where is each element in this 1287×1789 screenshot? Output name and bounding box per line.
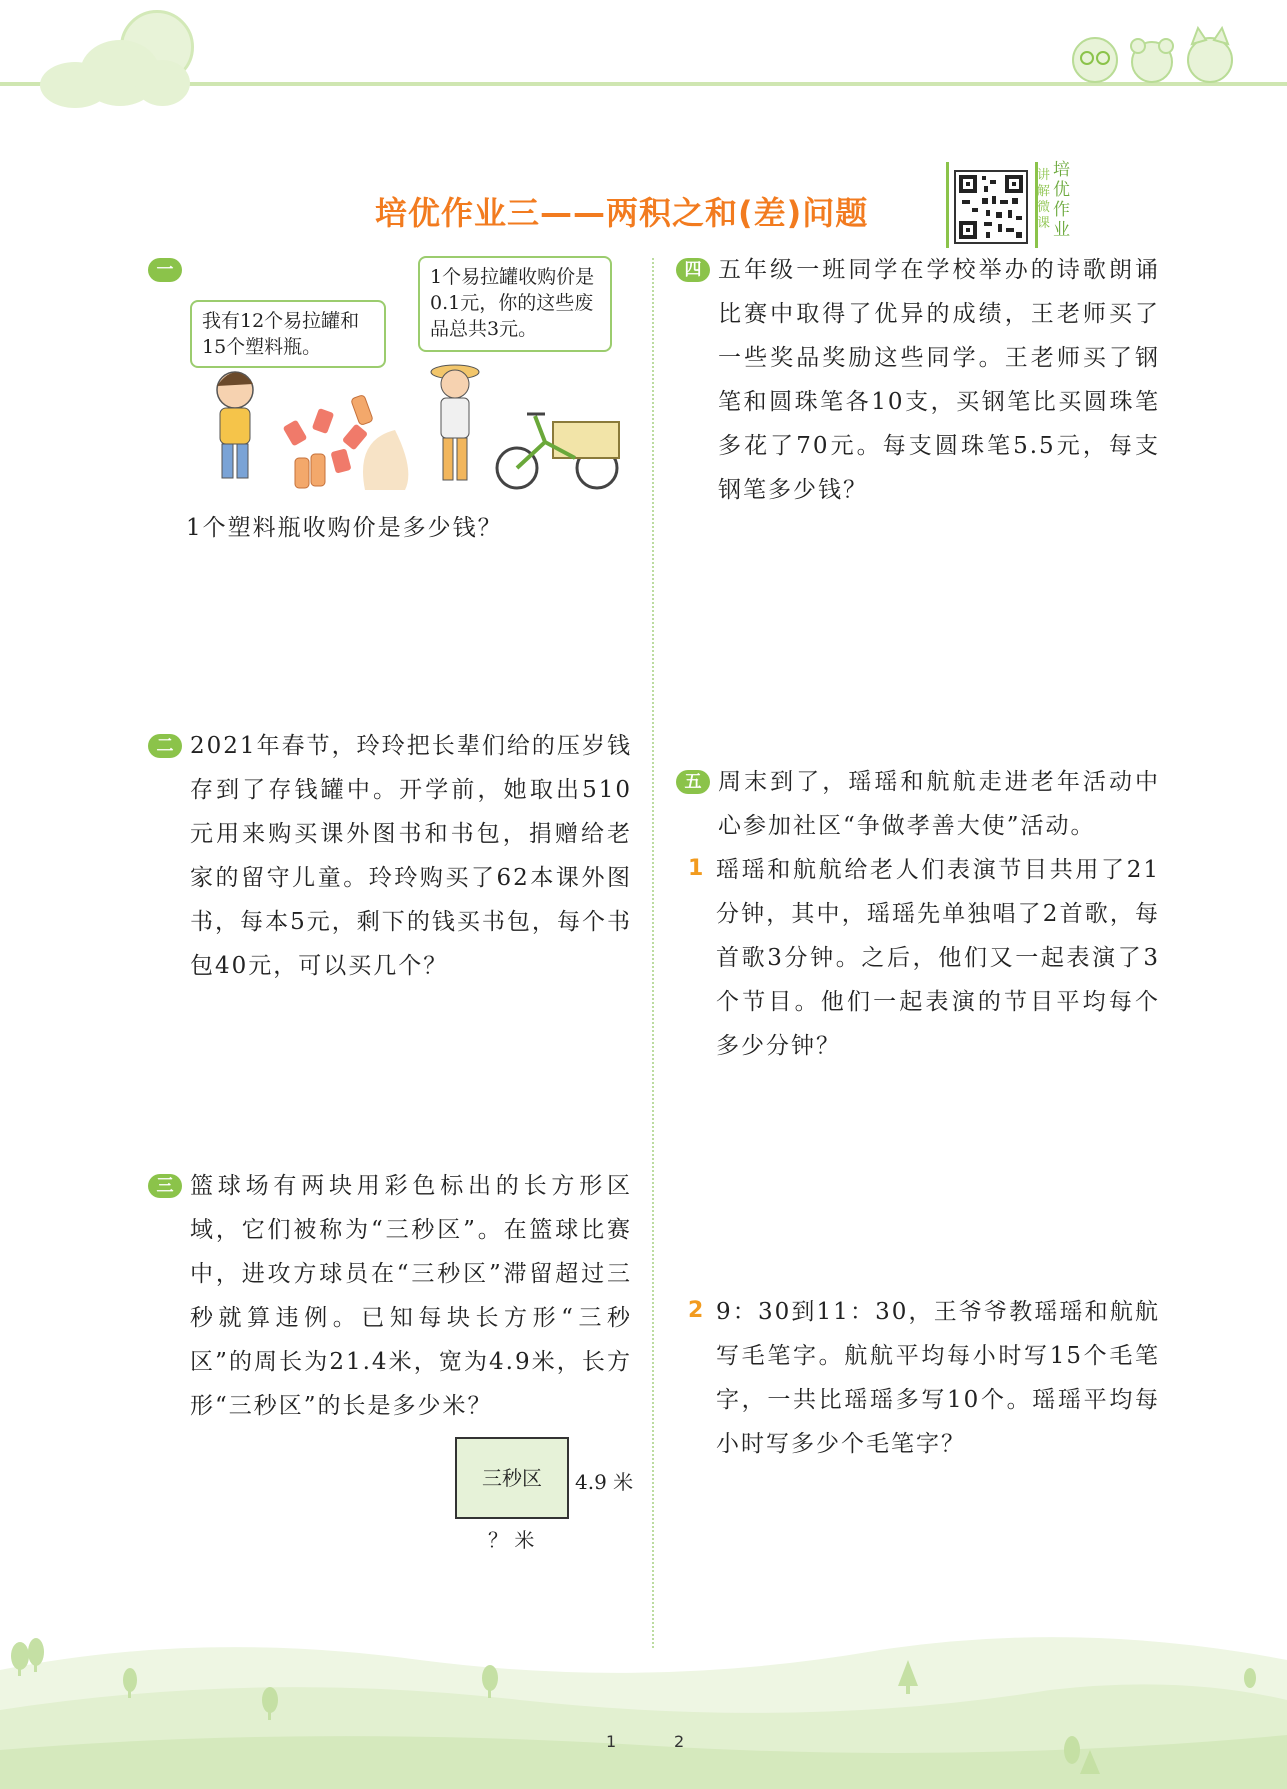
column-divider	[652, 258, 654, 1648]
boy-speech-bubble: 我有12个易拉罐和15个塑料瓶。	[190, 300, 386, 368]
qr-side-char: 微	[1037, 200, 1051, 215]
q3-text: 篮球场有两块用彩色标出的长方形区域，它们被称为“三秒区”。在篮球比赛中，进攻方球员在“三秒区”滞留超过三秒就算违例。已知每块长方形“三秒区”的周长为21.4米，宽为4.9米，长方形“三秒区”的长是多少米？	[190, 1173, 632, 1419]
q4-text: 五年级一班同学在学校举办的诗歌朗诵比赛中取得了优异的成绩，王老师买了一些奖品奖励这些同学。王老师买了钢笔和圆珠笔各10支，买钢笔比买圆珠笔多花了70元。每支圆珠笔5.5元，每支钢笔多少钱？	[718, 257, 1160, 503]
qr-side-char: 解	[1037, 184, 1051, 199]
section-marker-2: 二	[148, 734, 182, 758]
cloud-decoration-icon	[40, 40, 190, 108]
sub-question-number-2: 2	[688, 1298, 704, 1323]
sub-question-number-1: 1	[688, 856, 704, 881]
qr-side-char: 课	[1037, 216, 1051, 231]
q2-text: 2021年春节，玲玲把长辈们给的压岁钱存到了存钱罐中。开学前，她取出510元用来购买课外图书和书包，捐赠给老家的留守儿童。玲玲购买了62本课外图书，每本5元，剩下的钱买书包，每个书包40元，可以买几个？	[190, 733, 632, 979]
page-number-left: 1	[606, 1732, 617, 1751]
qr-label	[1037, 160, 1073, 256]
section-marker-4: 四	[676, 258, 710, 282]
three-second-zone-diagram: 三秒区	[455, 1437, 569, 1519]
q5-sub2-text: 9：30到11：30，王爷爷教瑶瑶和航航写毛笔字。航航平均每小时写15个毛笔字，一共比瑶瑶多写10个。瑶瑶平均每小时写多少个毛笔字？	[716, 1299, 1160, 1457]
qr-side-char: 讲	[1037, 168, 1051, 183]
woman-speech-bubble: 1个易拉罐收购价是0.1元，你的这些废品总共3元。	[418, 256, 612, 352]
q1-question: 1个塑料瓶收购价是多少钱？	[186, 515, 503, 541]
length-label: ？ 米	[488, 1528, 535, 1552]
section-marker-5: 五	[676, 770, 710, 794]
recycling-illustration	[205, 350, 625, 500]
section-marker-3: 三	[148, 1174, 182, 1198]
qr-main-char: 业	[1053, 220, 1070, 240]
q5-intro: 周末到了，瑶瑶和航航走进老年活动中心参加社区“争做孝善大使”活动。	[718, 769, 1160, 839]
qr-main-char: 培	[1053, 160, 1070, 180]
qr-code-icon[interactable]	[954, 170, 1028, 244]
qr-main-char: 优	[1053, 180, 1070, 200]
section-marker-1: 一	[148, 258, 182, 282]
page-number-right: 2	[674, 1732, 685, 1751]
q5-sub1-text: 瑶瑶和航航给老人们表演节目共用了21分钟，其中，瑶瑶先单独唱了2首歌，每首歌3分钟。之后，他们又一起表演了3个节目。他们一起表演的节目平均每个多少分钟？	[716, 857, 1160, 1059]
animals-decoration-icon	[1060, 22, 1250, 86]
page-title: 培优作业三——两积之和(差)问题	[375, 194, 869, 232]
width-label: 4.9 米	[575, 1470, 634, 1494]
hills-decoration	[0, 1630, 1287, 1789]
qr-main-char: 作	[1053, 200, 1070, 220]
